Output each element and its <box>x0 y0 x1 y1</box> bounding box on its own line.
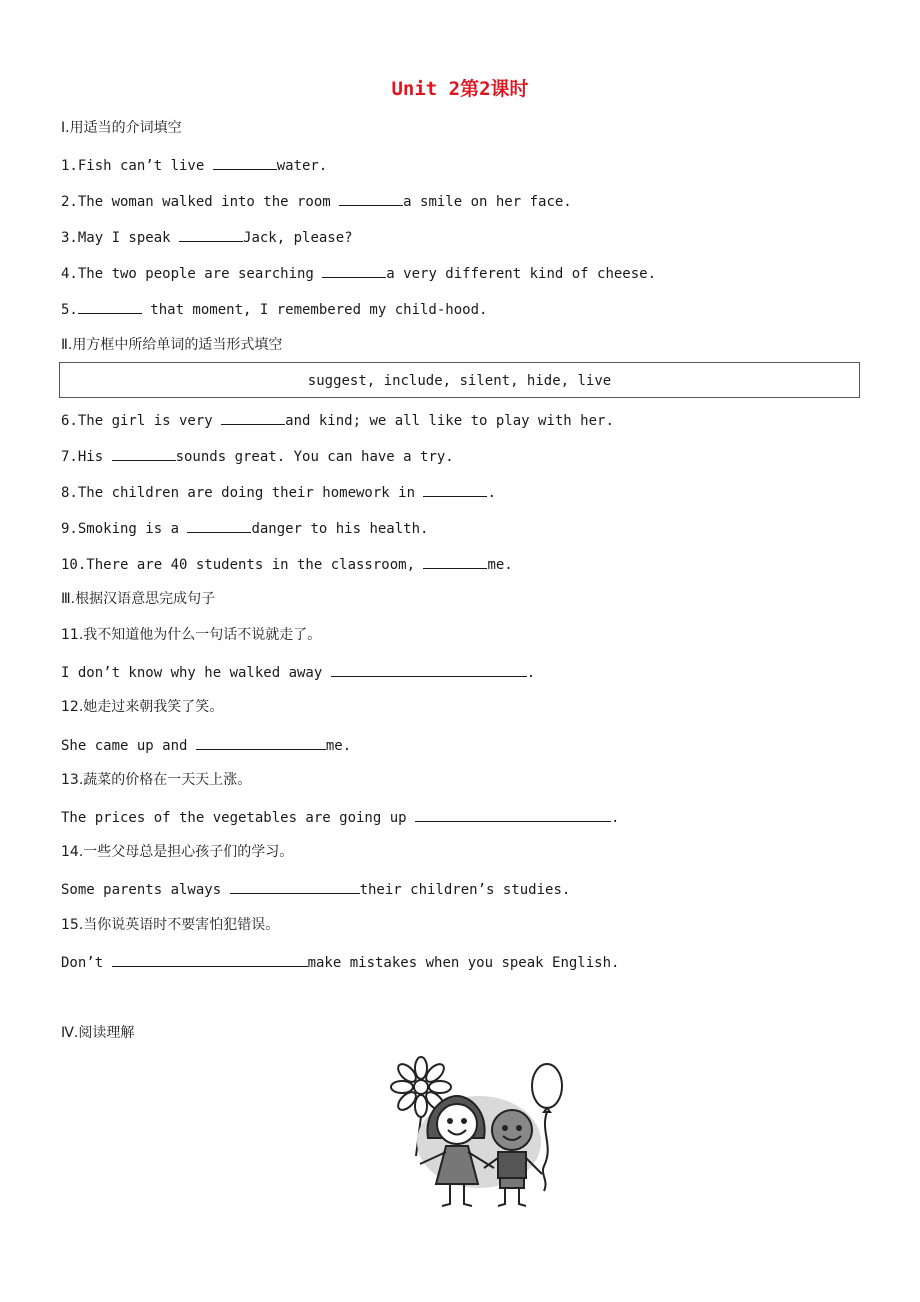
question-7-text-a: 7.His <box>61 449 112 465</box>
question-14 <box>61 879 570 899</box>
question-13-text-a: The prices of the vegetables are going up <box>61 810 416 826</box>
question-11-chinese: 11.我不知道他为什么一句话不说就走了。 <box>61 627 322 643</box>
question-3-text-b: Jack, please? <box>243 230 353 246</box>
blank-5[interactable] <box>78 299 142 314</box>
question-9-text-a: 9.Smoking is a <box>61 521 188 537</box>
question-15-text-b: make mistakes when you speak English. <box>307 955 620 971</box>
blank-14[interactable] <box>230 879 360 894</box>
question-13 <box>61 807 619 827</box>
question-5-text-a: 5. <box>61 302 78 318</box>
page-title: Unit 2第2课时 <box>391 78 529 100</box>
blank-2[interactable] <box>339 191 403 206</box>
question-4 <box>61 263 656 283</box>
word-box: suggest, include, silent, hide, live <box>59 362 860 398</box>
blank-15[interactable] <box>112 952 308 967</box>
question-12-chinese: 12.她走过来朝我笑了笑。 <box>61 699 224 715</box>
blank-4[interactable] <box>322 263 386 278</box>
question-10-text-b: me. <box>487 557 513 573</box>
question-14-text-b: their children’s studies. <box>359 882 571 898</box>
question-4-text-b: a very different kind of cheese. <box>386 266 657 282</box>
section-1-heading: Ⅰ.用适当的介词填空 <box>61 120 182 136</box>
blank-1[interactable] <box>213 155 277 170</box>
question-12-text-a: She came up and <box>61 738 196 754</box>
question-2 <box>61 191 572 211</box>
question-8 <box>61 482 496 502</box>
question-6 <box>61 410 614 430</box>
question-6-text-b: and kind; we all like to play with her. <box>285 413 614 429</box>
question-3 <box>61 227 353 247</box>
blank-3[interactable] <box>179 227 243 242</box>
blank-13[interactable] <box>415 807 611 822</box>
question-6-text-a: 6.The girl is very <box>61 413 222 429</box>
blank-6[interactable] <box>221 410 285 425</box>
question-11-text-a: I don’t know why he walked away <box>61 665 331 681</box>
question-13-chinese: 13.蔬菜的价格在一天天上涨。 <box>61 772 252 788</box>
question-15-text-a: Don’t <box>61 955 112 971</box>
blank-12[interactable] <box>196 735 326 750</box>
section-3-heading: Ⅲ.根据汉语意思完成句子 <box>61 591 216 607</box>
question-15-chinese: 15.当你说英语时不要害怕犯错误。 <box>61 917 280 933</box>
blank-8[interactable] <box>423 482 487 497</box>
question-1-text-a: 1.Fish can’t live <box>61 158 213 174</box>
section-4-heading: Ⅳ.阅读理解 <box>61 1025 135 1041</box>
question-7 <box>61 446 454 466</box>
children-illustration <box>384 1056 568 1216</box>
blank-9[interactable] <box>187 518 251 533</box>
question-14-chinese: 14.一些父母总是担心孩子们的学习。 <box>61 844 294 860</box>
blank-10[interactable] <box>423 554 487 569</box>
question-12-text-b: me. <box>325 738 352 754</box>
question-1 <box>61 155 327 175</box>
question-5-text-b: that moment, I remembered my child-hood. <box>141 302 488 318</box>
question-8-text-a: 8.The children are doing their homework in <box>61 485 424 501</box>
question-10 <box>61 554 513 574</box>
question-8-text-b: . <box>487 485 496 501</box>
question-5 <box>61 299 487 319</box>
question-13-text-b: . <box>611 810 620 826</box>
question-14-text-a: Some parents always <box>61 882 230 898</box>
section-2-heading: Ⅱ.用方框中所给单词的适当形式填空 <box>61 337 283 353</box>
question-1-text-b: water. <box>276 158 328 174</box>
question-7-text-b: sounds great. You can have a try. <box>175 449 454 465</box>
question-2-text-b: a smile on her face. <box>403 194 572 210</box>
question-9-text-b: danger to his health. <box>251 521 429 537</box>
question-15 <box>61 952 619 972</box>
question-11-text-b: . <box>526 665 536 681</box>
question-9 <box>61 518 428 538</box>
question-11 <box>61 662 535 682</box>
blank-7[interactable] <box>112 446 176 461</box>
question-12 <box>61 735 351 755</box>
blank-11[interactable] <box>331 662 527 677</box>
question-10-text-a: 10.There are 40 students in the classroom, <box>61 557 424 573</box>
question-2-text-a: 2.The woman walked into the room <box>61 194 340 210</box>
question-3-text-a: 3.May I speak <box>61 230 180 246</box>
question-4-text-a: 4.The two people are searching <box>61 266 323 282</box>
